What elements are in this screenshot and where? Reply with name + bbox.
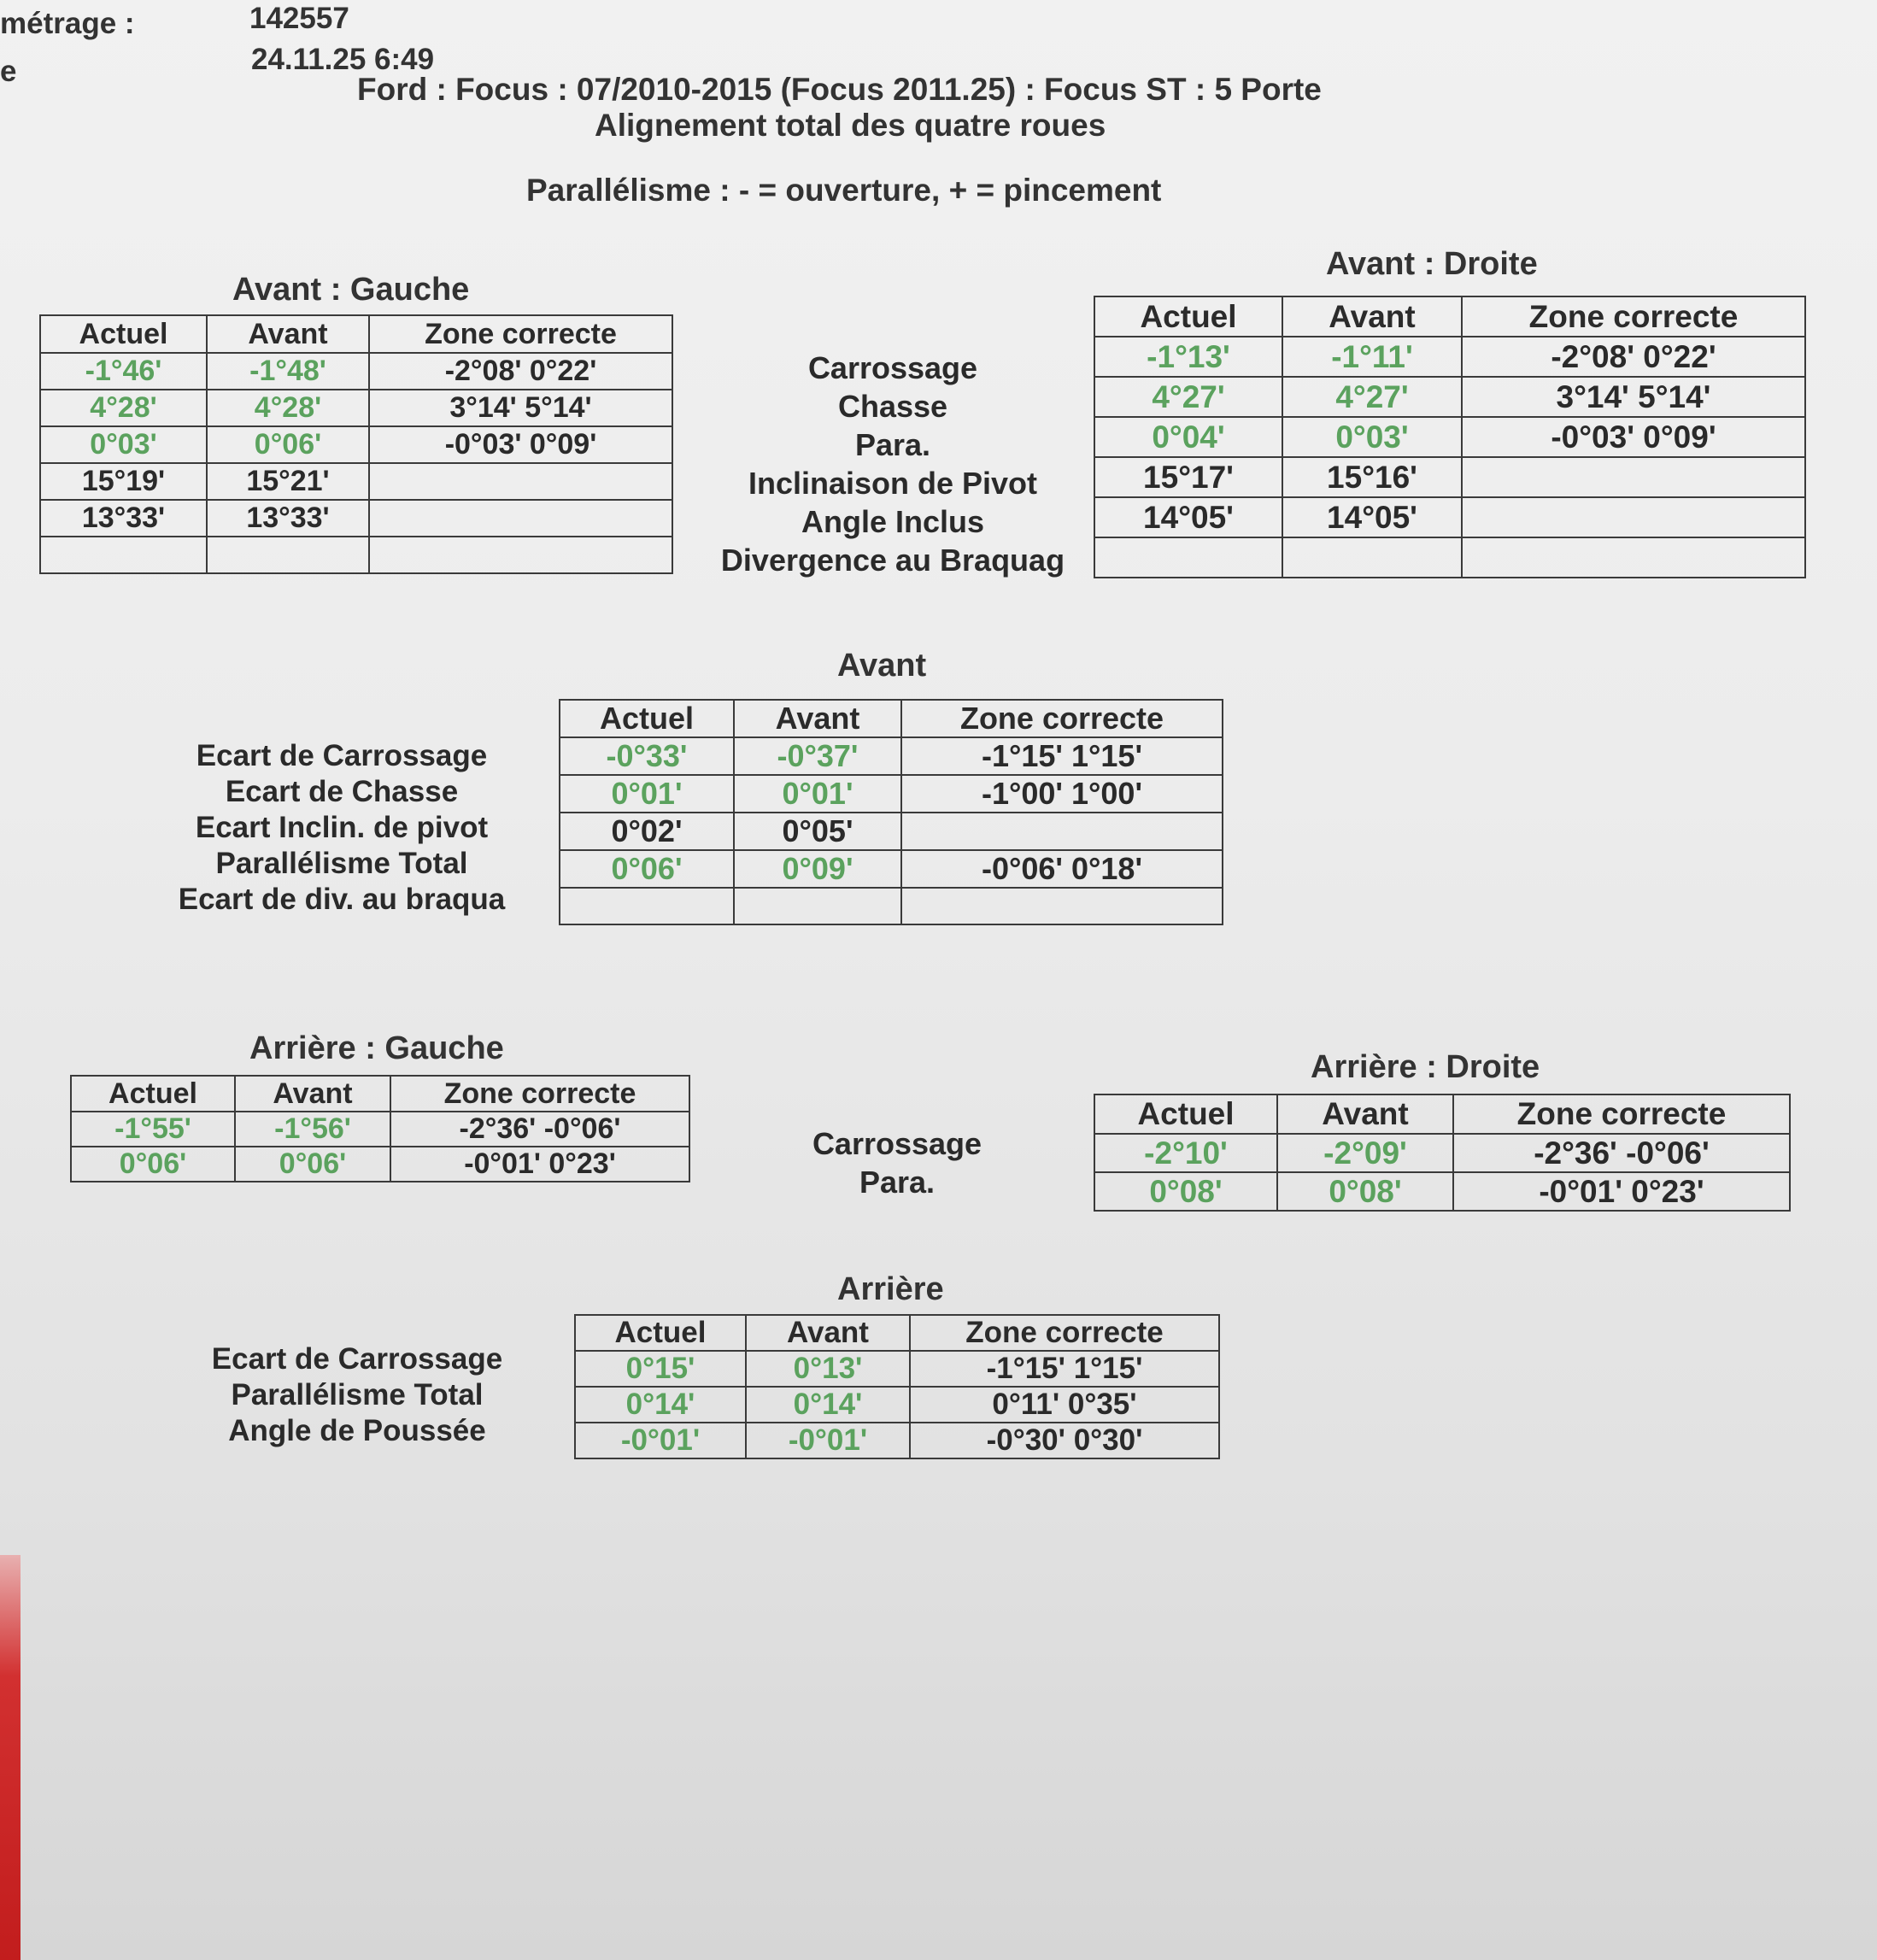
- label-para: Para.: [854, 427, 931, 462]
- mileage-value: 142557: [249, 2, 349, 35]
- fa-camber-diff-actuel: -0°33': [560, 737, 734, 775]
- fa-caster-diff-zone: -1°00' 1°00': [901, 775, 1223, 813]
- col-header-zone: Zone correcte: [369, 315, 672, 353]
- front-axle-labels: [154, 738, 530, 918]
- fr-kpi-avant: 15°16': [1282, 457, 1462, 497]
- col-header-actuel: Actuel: [40, 315, 207, 353]
- toe-legend: Parallélisme : - = ouverture, + = pincement: [526, 173, 1162, 208]
- rr-toe-avant: 0°08': [1277, 1172, 1453, 1211]
- ra-total-toe-actuel: 0°14': [575, 1387, 746, 1423]
- fr-toeout-avant: [1282, 537, 1462, 578]
- col-header-zone: Zone correcte: [910, 1315, 1219, 1351]
- front-left-table: [39, 314, 673, 574]
- rr-camber-zone: -2°36' -0°06': [1453, 1134, 1790, 1172]
- fa-camber-diff-zone: -1°15' 1°15': [901, 737, 1223, 775]
- rl-camber-actuel: -1°55': [71, 1112, 235, 1147]
- fl-caster-zone: 3°14' 5°14': [369, 390, 672, 426]
- fr-toe-avant: 0°03': [1282, 417, 1462, 457]
- col-header-actuel: Actuel: [71, 1076, 235, 1112]
- col-header-actuel: Actuel: [560, 700, 734, 737]
- report-subtitle: Alignement total des quatre roues: [595, 108, 1106, 143]
- label-rear-carrossage: Carrossage: [812, 1126, 982, 1161]
- fa-total-toe-zone: -0°06' 0°18': [901, 850, 1223, 888]
- ra-camber-diff-actuel: 0°15': [575, 1351, 746, 1387]
- ra-total-toe-zone: 0°11' 0°35': [910, 1387, 1219, 1423]
- fl-toeout-zone: [369, 537, 672, 573]
- label-carrossage: Carrossage: [807, 350, 978, 385]
- fr-kpi-actuel: 15°17': [1094, 457, 1282, 497]
- label-angle-inclus: Angle Inclus: [801, 504, 985, 539]
- fr-toeout-zone: [1462, 537, 1805, 578]
- fr-caster-avant: 4°27': [1282, 377, 1462, 417]
- rr-camber-actuel: -2°10': [1094, 1134, 1277, 1172]
- fa-toeout-diff-actuel: [560, 888, 734, 924]
- fl-camber-zone: -2°08' 0°22': [369, 353, 672, 390]
- fa-caster-diff-actuel: 0°01': [560, 775, 734, 813]
- rear-axle-labels: [186, 1341, 528, 1449]
- col-header-zone: Zone correcte: [1453, 1094, 1790, 1134]
- fa-caster-diff-avant: 0°01': [734, 775, 901, 813]
- front-left-title: Avant : Gauche: [232, 272, 470, 308]
- ra-thrust-angle-actuel: -0°01': [575, 1423, 746, 1458]
- fl-included-avant: 13°33': [207, 500, 369, 537]
- fr-camber-avant: -1°11': [1282, 337, 1462, 377]
- label-ecart-carrossage: Ecart de Carrossage: [196, 739, 488, 772]
- col-header-avant: Avant: [1282, 296, 1462, 337]
- fr-camber-zone: -2°08' 0°22': [1462, 337, 1805, 377]
- rr-toe-actuel: 0°08': [1094, 1172, 1277, 1211]
- rear-left-title: Arrière : Gauche: [249, 1030, 504, 1066]
- ra-total-toe-avant: 0°14': [746, 1387, 910, 1423]
- fr-caster-zone: 3°14' 5°14': [1462, 377, 1805, 417]
- label-ecart-div-braquage: Ecart de div. au braqua: [178, 883, 506, 916]
- front-axle-table: [559, 699, 1223, 925]
- fr-included-avant: 14°05': [1282, 497, 1462, 537]
- label-rear-parallelisme-total: Parallélisme Total: [231, 1378, 484, 1411]
- col-header-avant: Avant: [1277, 1094, 1453, 1134]
- front-right-table: [1094, 296, 1806, 578]
- fr-toeout-actuel: [1094, 537, 1282, 578]
- rl-camber-zone: -2°36' -0°06': [390, 1112, 689, 1147]
- label-chasse: Chasse: [837, 389, 948, 424]
- fl-kpi-avant: 15°21': [207, 463, 369, 500]
- front-axle-title: Avant: [837, 648, 927, 684]
- col-header-avant: Avant: [235, 1076, 390, 1112]
- red-background-edge: [0, 1555, 21, 1960]
- label-rear-ecart-carrossage: Ecart de Carrossage: [211, 1342, 503, 1376]
- label-rear-para: Para.: [859, 1165, 936, 1200]
- date-label: e: [0, 55, 17, 88]
- fa-kpi-diff-zone: [901, 813, 1223, 850]
- col-header-avant: Avant: [207, 315, 369, 353]
- fl-included-actuel: 13°33': [40, 500, 207, 537]
- fa-kpi-diff-actuel: 0°02': [560, 813, 734, 850]
- rl-camber-avant: -1°56': [235, 1112, 390, 1147]
- label-divergence-braquage: Divergence au Braquag: [720, 543, 1065, 578]
- fr-camber-actuel: -1°13': [1094, 337, 1282, 377]
- col-header-actuel: Actuel: [1094, 1094, 1277, 1134]
- fa-kpi-diff-avant: 0°05': [734, 813, 901, 850]
- col-header-zone: Zone correcte: [390, 1076, 689, 1112]
- rear-row-labels: [752, 1124, 1042, 1201]
- rr-toe-zone: -0°01' 0°23': [1453, 1172, 1790, 1211]
- front-right-title: Avant : Droite: [1326, 246, 1538, 282]
- fl-toeout-avant: [207, 537, 369, 573]
- col-header-zone: Zone correcte: [1462, 296, 1805, 337]
- label-inclinaison-pivot: Inclinaison de Pivot: [748, 466, 1038, 501]
- fl-camber-actuel: -1°46': [40, 353, 207, 390]
- fl-toe-actuel: 0°03': [40, 426, 207, 463]
- rl-toe-actuel: 0°06': [71, 1147, 235, 1182]
- fr-included-actuel: 14°05': [1094, 497, 1282, 537]
- rear-axle-table: [574, 1314, 1220, 1459]
- ra-camber-diff-avant: 0°13': [746, 1351, 910, 1387]
- fr-caster-actuel: 4°27': [1094, 377, 1282, 417]
- fl-caster-actuel: 4°28': [40, 390, 207, 426]
- col-header-actuel: Actuel: [1094, 296, 1282, 337]
- label-ecart-chasse: Ecart de Chasse: [225, 775, 459, 808]
- fa-toeout-diff-avant: [734, 888, 901, 924]
- rear-axle-title: Arrière: [837, 1271, 944, 1307]
- ra-thrust-angle-avant: -0°01': [746, 1423, 910, 1458]
- rl-toe-zone: -0°01' 0°23': [390, 1147, 689, 1182]
- vehicle-title: Ford : Focus : 07/2010-2015 (Focus 2011.25) : Focus ST : 5 Porte: [357, 72, 1322, 107]
- fr-toe-zone: -0°03' 0°09': [1462, 417, 1805, 457]
- rear-right-title: Arrière : Droite: [1311, 1049, 1540, 1085]
- rl-toe-avant: 0°06': [235, 1147, 390, 1182]
- fr-toe-actuel: 0°04': [1094, 417, 1282, 457]
- fa-toeout-diff-zone: [901, 888, 1223, 924]
- fl-kpi-actuel: 15°19': [40, 463, 207, 500]
- fr-included-zone: [1462, 497, 1805, 537]
- fa-total-toe-actuel: 0°06': [560, 850, 734, 888]
- fl-toe-avant: 0°06': [207, 426, 369, 463]
- fl-toeout-actuel: [40, 537, 207, 573]
- col-header-zone: Zone correcte: [901, 700, 1223, 737]
- col-header-actuel: Actuel: [575, 1315, 746, 1351]
- fl-camber-avant: -1°48': [207, 353, 369, 390]
- ra-camber-diff-zone: -1°15' 1°15': [910, 1351, 1219, 1387]
- fl-kpi-zone: [369, 463, 672, 500]
- fl-included-zone: [369, 500, 672, 537]
- col-header-avant: Avant: [734, 700, 901, 737]
- date-value: 24.11.25 6:49: [251, 43, 435, 76]
- ra-thrust-angle-zone: -0°30' 0°30': [910, 1423, 1219, 1458]
- fa-total-toe-avant: 0°09': [734, 850, 901, 888]
- front-row-labels: [683, 349, 1102, 579]
- mileage-label: métrage :: [0, 7, 135, 40]
- fl-toe-zone: -0°03' 0°09': [369, 426, 672, 463]
- fa-camber-diff-avant: -0°37': [734, 737, 901, 775]
- rear-right-table: [1094, 1094, 1791, 1212]
- label-parallelisme-total: Parallélisme Total: [215, 847, 468, 880]
- rr-camber-avant: -2°09': [1277, 1134, 1453, 1172]
- label-angle-poussee: Angle de Poussée: [228, 1414, 486, 1447]
- label-ecart-inclin-pivot: Ecart Inclin. de pivot: [195, 811, 489, 844]
- fr-kpi-zone: [1462, 457, 1805, 497]
- rear-left-table: [70, 1075, 690, 1182]
- col-header-avant: Avant: [746, 1315, 910, 1351]
- fl-caster-avant: 4°28': [207, 390, 369, 426]
